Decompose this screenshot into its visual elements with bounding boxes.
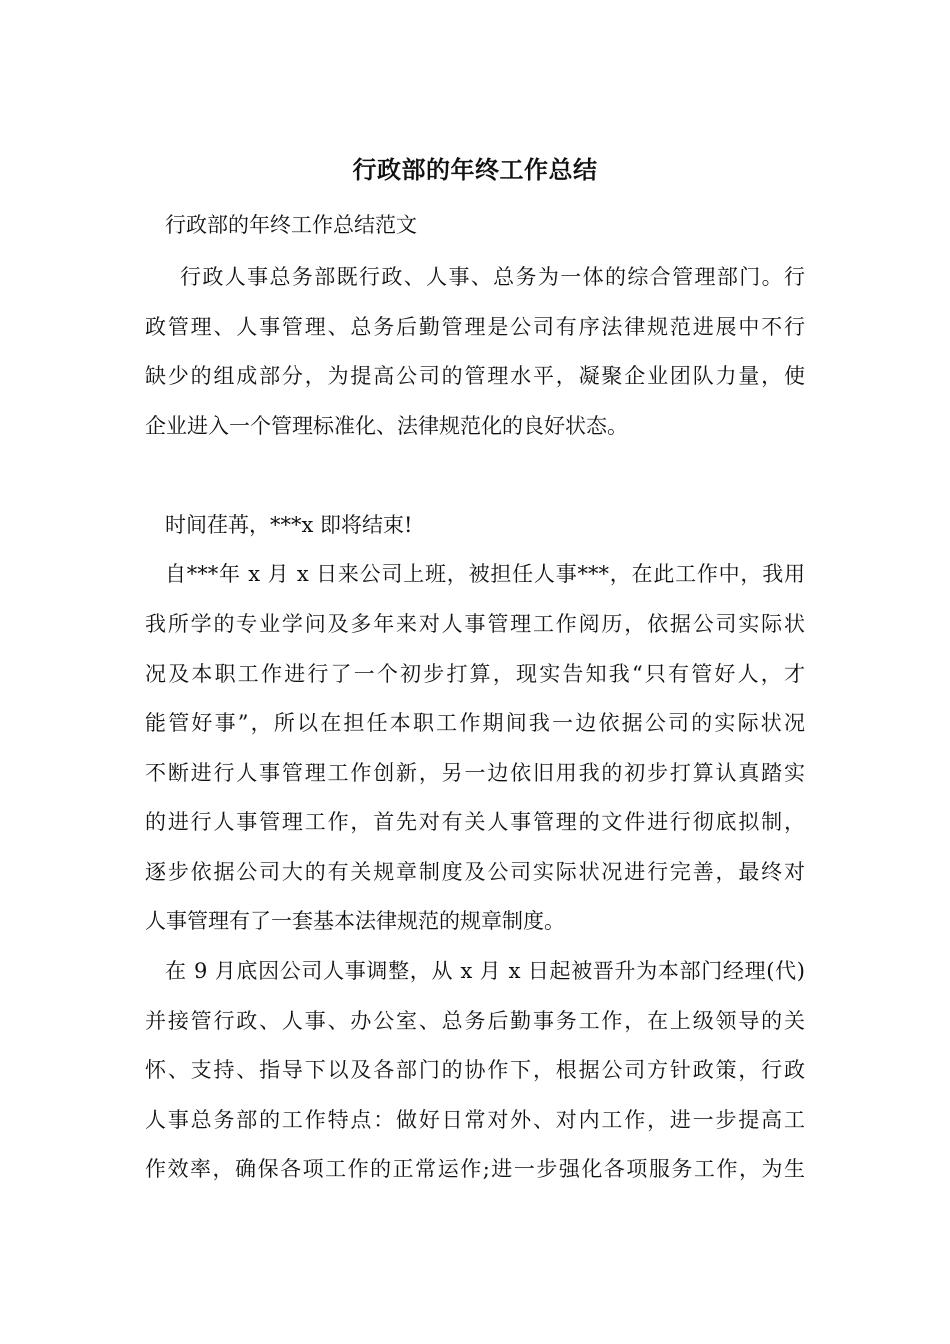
paragraph-4-line-2: 并接管行政、人事、办公室、总务后勤事务工作，在上级领导的关 [145,1009,805,1033]
paragraph-3-line-3: 况及本职工作进行了一个初步打算，现实告知我“只有管好人，才 [145,662,805,686]
paragraph-3-line-6: 的进行人事管理工作，首先对有关人事管理的文件进行彻底拟制， [145,810,805,834]
paragraph-1-line-1: 行政人事总务部既行政、人事、总务为一体的综合管理部门。行 [180,265,805,289]
paragraph-3-line-5: 不断进行人事管理工作创新，另一边依旧用我的初步打算认真踏实 [145,761,805,785]
paragraph-3-line-4: 能管好事”，所以在担任本职工作期间我一边依据公司的实际状况 [145,711,805,735]
paragraph-4-line-1: 在 9 月底因公司人事调整，从 x 月 x 日起被晋升为本部门经理(代) [165,959,805,983]
paragraph-2-line-1: 时间荏苒，***x 即将结束! [165,513,413,537]
paragraph-4-line-3: 怀、支持、指导下以及各部门的协作下，根据公司方针政策，行政 [145,1058,805,1082]
paragraph-4-line-4: 人事总务部的工作特点：做好日常对外、对内工作，进一步提高工 [145,1108,805,1132]
paragraph-4-line-5: 作效率，确保各项工作的正常运作;进一步强化各项服务工作，为生 [145,1157,805,1181]
paragraph-3-line-2: 我所学的专业学问及多年来对人事管理工作阅历，依据公司实际状 [145,612,805,636]
paragraph-1-line-2: 政管理、人事管理、总务后勤管理是公司有序法律规范进展中不行 [145,315,805,339]
paragraph-1-line-3: 缺少的组成部分，为提高公司的管理水平，凝聚企业团队力量，使 [145,364,805,388]
document-subtitle: 行政部的年终工作总结范文 [165,213,417,237]
paragraph-3-line-1: 自***年 x 月 x 日来公司上班，被担任人事***，在此工作中，我用 [165,562,805,586]
paragraph-1-line-4: 企业进入一个管理标准化、法律规范化的良好状态。 [145,414,628,438]
paragraph-3-line-8: 人事管理有了一套基本法律规范的规章制度。 [145,909,565,933]
paragraph-3-line-7: 逐步依据公司大的有关规章制度及公司实际状况进行完善，最终对 [145,860,805,884]
document-title: 行政部的年终工作总结 [352,155,598,184]
